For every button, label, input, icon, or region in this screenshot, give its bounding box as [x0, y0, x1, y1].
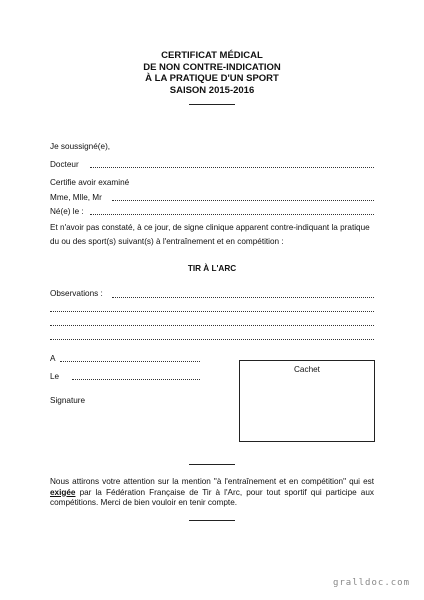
place-field[interactable] — [60, 361, 200, 362]
constat-paragraph: Et n'avoir pas constaté, à ce jour, de signe clinique apparent contre-indiquant la pratique du ou des sport(s) suivant(s) à l'entraînement et en compétition : — [50, 223, 370, 246]
observations-line-1[interactable] — [112, 297, 374, 298]
birthdate-field[interactable] — [90, 214, 374, 215]
observations-line-3[interactable] — [50, 325, 374, 326]
notice-text-2: par la Fédération Française de Tir à l'Arc, pour tout sportif qui participe aux compétitions. Merci de bien vouloir en tenir compte. — [50, 487, 374, 507]
title-line-2: DE NON CONTRE-INDICATION — [143, 61, 281, 73]
signature-label: Signature — [50, 396, 86, 405]
notice-bottom-rule — [189, 520, 235, 521]
cachet-label: Cachet — [294, 365, 320, 374]
patient-name-field[interactable] — [112, 200, 374, 201]
docteur-field[interactable] — [90, 167, 374, 168]
title-line-3: À LA PRATIQUE D'UN SPORT — [145, 73, 279, 84]
notice-paragraph — [50, 477, 374, 509]
observations-line-4[interactable] — [50, 339, 374, 340]
ne-le-label: Né(e) le : — [50, 207, 84, 216]
certifie-label: Certifie avoir examiné — [50, 178, 130, 187]
title-line-1: CERTIFICAT MÉDICAL — [161, 50, 263, 61]
notice-emphasis: exigée — [50, 487, 76, 497]
title-line-4: SAISON 2015-2016 — [169, 84, 255, 96]
observations-label: Observations : — [50, 289, 103, 298]
sport-name: TIR À L'ARC — [187, 264, 237, 273]
docteur-label: Docteur — [50, 160, 79, 169]
le-label: Le — [50, 372, 60, 381]
civilite-label: Mme, Mlle, Mr — [50, 193, 102, 202]
title-underline — [189, 104, 235, 105]
je-soussigne-label: Je soussigné(e), — [50, 142, 111, 151]
document-title — [0, 50, 424, 96]
cachet-box[interactable] — [239, 360, 375, 442]
watermark: gralldoc.com — [332, 578, 410, 588]
observations-line-2[interactable] — [50, 311, 374, 312]
a-label: A — [50, 354, 56, 363]
date-field[interactable] — [72, 379, 200, 380]
notice-top-rule — [189, 464, 235, 465]
notice-text-1: Nous attirons votre attention sur la mention "à l'entraînement et en compétition" qui est — [50, 477, 374, 486]
